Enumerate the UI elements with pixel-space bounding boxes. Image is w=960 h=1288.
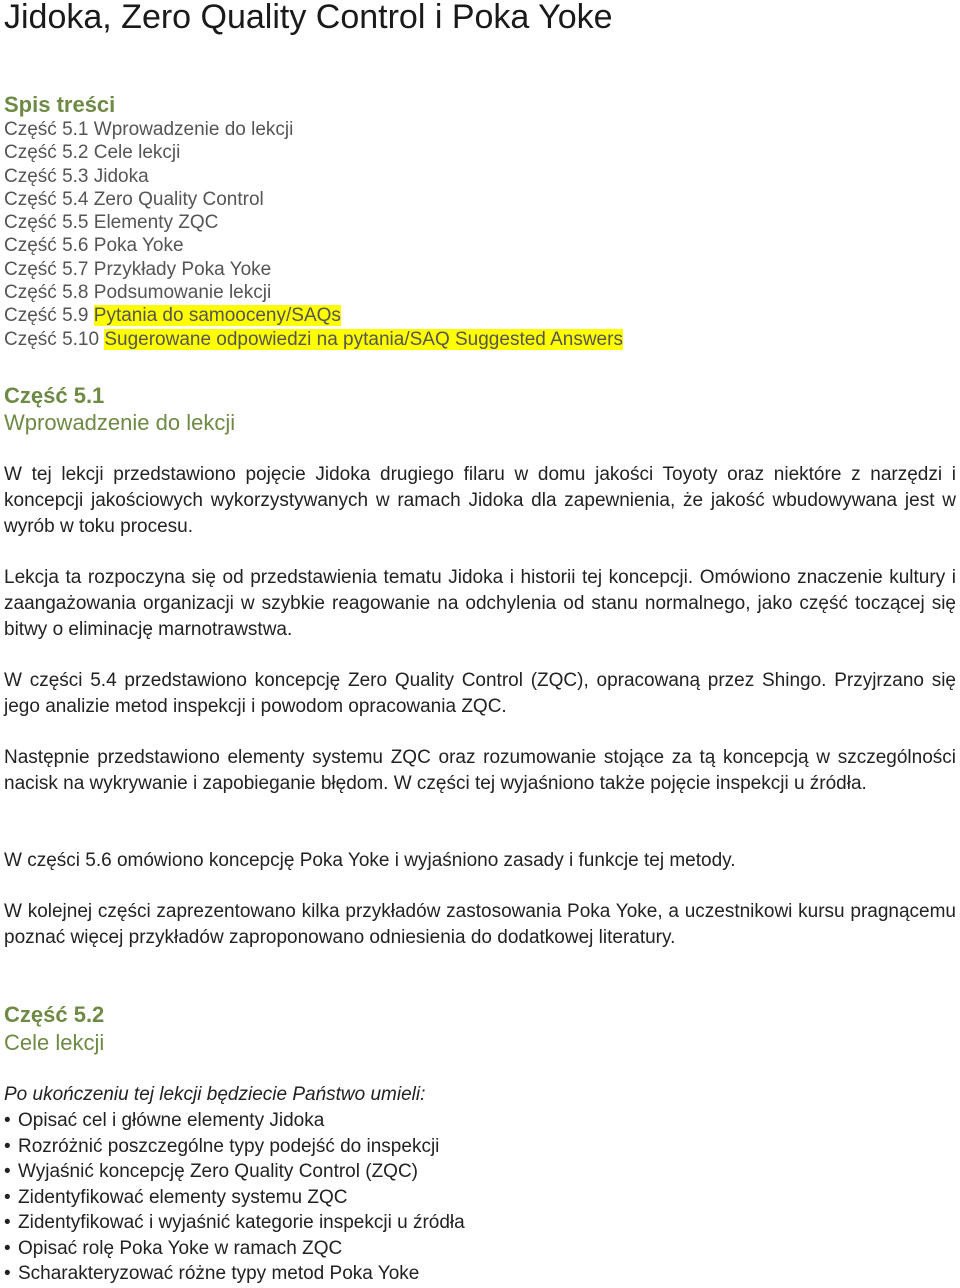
toc-item-label: Wprowadzenie do lekcji	[93, 119, 294, 140]
toc-item-prefix: Część 5.3	[4, 165, 89, 187]
toc-item-prefix: Część 5.9	[4, 305, 89, 327]
list-item	[4, 1134, 465, 1160]
list-item	[4, 1236, 465, 1262]
toc-item-prefix: Część 5.1	[4, 119, 89, 140]
toc-item-prefix: Część 5.6	[4, 235, 89, 257]
toc-item[interactable]	[4, 211, 623, 234]
body-paragraph: W tej lekcji przedstawiono pojęcie Jidoka drugiego filaru w domu jakości Toyoty oraz niektóre z narzędzi i koncepcji jakościowych wykorzystywanych w ramach Jidoka dla zapewnienia, że jakość wbudowywana jest w wyrób w toku procesu.	[4, 464, 956, 537]
objective-text: Rozróżnić poszczególne typy podejść do inspekcji	[18, 1135, 440, 1157]
toc-item-label: Zero Quality Control	[93, 188, 264, 210]
toc-item[interactable]	[4, 141, 623, 164]
toc-item-label: Poka Yoke	[93, 235, 184, 257]
section-number: Część 5.1	[4, 383, 105, 408]
toc-item[interactable]	[4, 118, 623, 141]
list-item	[4, 1159, 465, 1185]
toc-item-prefix: Część 5.5	[4, 212, 89, 234]
toc-item-label: Przykłady Poka Yoke	[93, 258, 272, 280]
objective-text: Opisać cel i główne elementy Jidoka	[18, 1110, 325, 1131]
toc-item-label: Elementy ZQC	[93, 212, 219, 234]
bullet-icon: •	[4, 1110, 11, 1131]
toc-item[interactable]	[4, 165, 623, 188]
objectives-intro: Po ukończeniu tej lekcji będziecie Państwo umieli:	[4, 1084, 426, 1105]
toc-item[interactable]	[4, 304, 623, 327]
toc-item-prefix: Część 5.7	[4, 258, 89, 280]
objective-text: Opisać rolę Poka Yoke w ramach ZQC	[18, 1237, 343, 1259]
toc-item-label-highlighted: Pytania do samooceny/SAQs	[93, 305, 341, 327]
list-item	[4, 1185, 465, 1211]
bullet-icon: •	[4, 1135, 11, 1157]
body-paragraph: W części 5.6 omówiono koncepcję Poka Yoke i wyjaśniono zasady i funkcje tej metody.	[4, 850, 736, 871]
body-paragraph: W części 5.4 przedstawiono koncepcję Zero Quality Control (ZQC), opracowaną przez Shingo. Przyjrzano się jego analizie metod inspekcji i powodom opracowania ZQC.	[4, 670, 956, 717]
section-number: Część 5.2	[4, 1002, 105, 1027]
toc-item-label: Cele lekcji	[93, 142, 181, 164]
section-title: Wprowadzenie do lekcji	[4, 410, 236, 435]
section-title: Cele lekcji	[4, 1030, 105, 1055]
toc-item[interactable]	[4, 328, 623, 351]
body-paragraph: W kolejnej części zaprezentowano kilka przykładów zastosowania Poka Yoke, a uczestnikowi kursu pragnącemu poznać więcej przykładów zaproponowano odniesienia do dodatkowej literatury.	[4, 901, 956, 948]
bullet-icon: •	[4, 1263, 11, 1284]
toc-item-prefix: Część 5.4	[4, 188, 89, 210]
toc-item[interactable]	[4, 234, 623, 257]
document-title: Jidoka, Zero Quality Control i Poka Yoke	[4, 0, 613, 36]
toc-item[interactable]	[4, 281, 623, 304]
toc-item-label-highlighted: Sugerowane odpowiedzi na pytania/SAQ Suggested Answers	[104, 328, 623, 350]
list-item	[4, 1210, 465, 1236]
toc-item[interactable]	[4, 188, 623, 211]
toc-item-prefix: Część 5.10	[4, 328, 100, 350]
table-of-contents	[4, 118, 623, 351]
toc-item-prefix: Część 5.8	[4, 282, 89, 304]
objective-text: Scharakteryzować różne typy metod Poka Yoke	[18, 1263, 420, 1284]
bullet-icon: •	[4, 1161, 11, 1182]
list-item	[4, 1108, 465, 1134]
bullet-icon: •	[4, 1186, 11, 1208]
toc-item[interactable]	[4, 258, 623, 281]
objectives-list	[4, 1108, 465, 1287]
toc-item-label: Jidoka	[93, 165, 149, 187]
bullet-icon: •	[4, 1212, 11, 1233]
body-paragraph: Lekcja ta rozpoczyna się od przedstawienia tematu Jidoka i historii tej koncepcji. Omówiono znaczenie kultury i zaangażowania organizacji w szybkie reagowanie na odchylenia od stanu normalnego, jako część toczącej się bitwy o eliminację marnotrawstwa.	[4, 567, 956, 640]
objective-text: Zidentyfikować elementy systemu ZQC	[18, 1186, 348, 1208]
body-paragraph: Następnie przedstawiono elementy systemu ZQC oraz rozumowanie stojące za tą koncepcją w szczególności nacisk na wykrywanie i zapobieganie błędom. W części tej wyjaśniono także pojęcie inspekcji u źródła.	[4, 747, 956, 794]
list-item	[4, 1261, 465, 1287]
toc-item-prefix: Część 5.2	[4, 142, 89, 164]
toc-item-label: Podsumowanie lekcji	[93, 282, 272, 304]
objective-text: Zidentyfikować i wyjaśnić kategorie inspekcji u źródła	[18, 1212, 465, 1233]
toc-heading: Spis treści	[4, 92, 116, 117]
objective-text: Wyjaśnić koncepcję Zero Quality Control (ZQC)	[18, 1161, 419, 1182]
bullet-icon: •	[4, 1237, 11, 1259]
